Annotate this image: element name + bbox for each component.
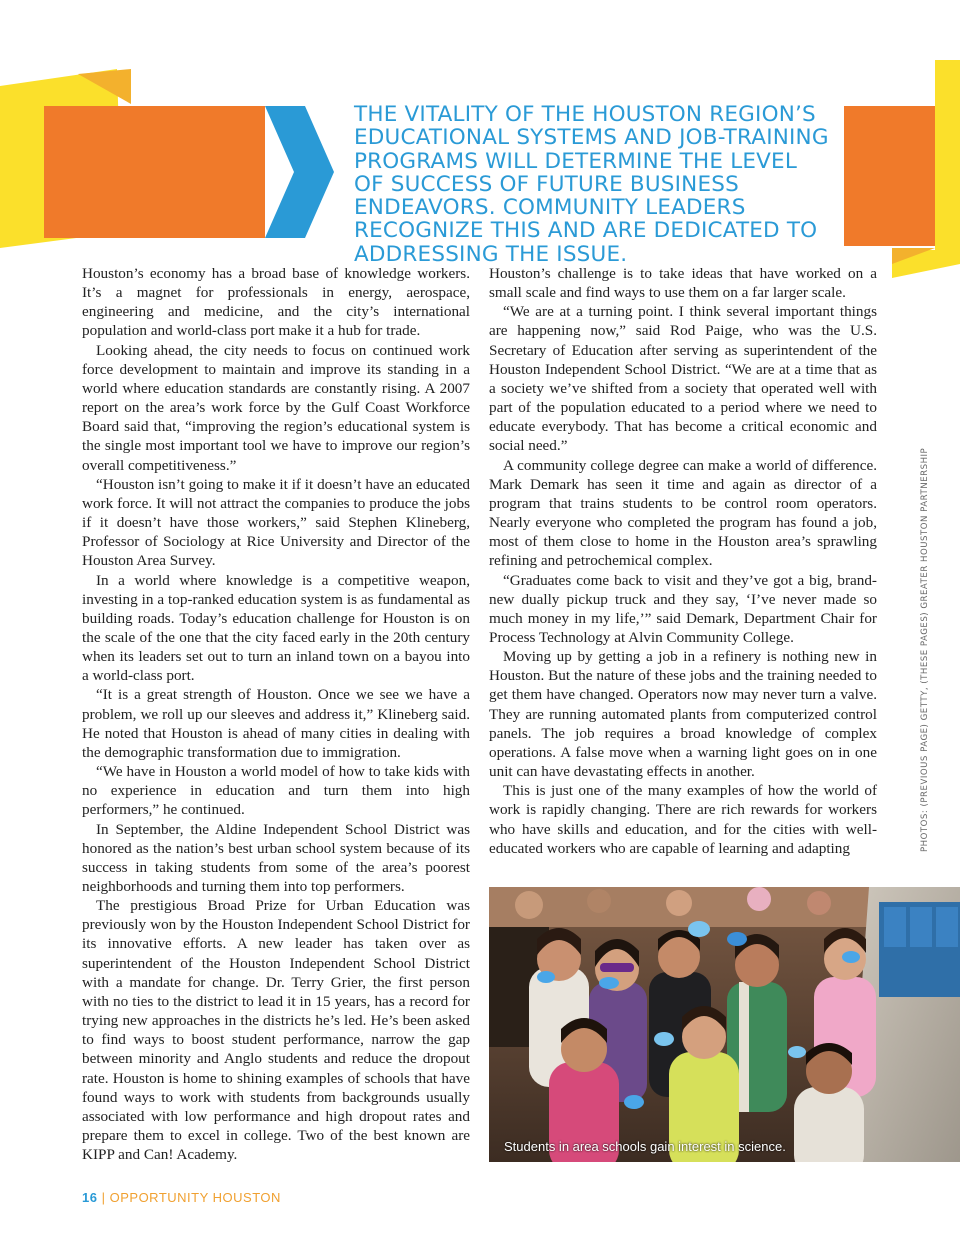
article-paragraph: Houston’s economy has a broad base of knowledge workers. It’s a magnet for professionals in energy, aerospace, engineering and medicine, and the city’s international population and world-class port make it a hub for trade. (82, 265, 470, 340)
article-paragraph: Moving up by getting a job in a refinery is nothing new in Houston. But the nature of these jobs and the training needed to get them have changed. Operators now may never turn a valve. They are running automated plants from computerized control panels. The job requires a broad knowledge of complex operations. A false move when a warning light goes on in one unit can have devastating effects in another. (489, 648, 877, 781)
article-paragraph: In a world where knowledge is a competitive weapon, investing in a top-ranked education system is as fundamental as building roads. Today’s education challenge for Houston is on the scale of the one that the city faced early in the 20th century when its leaders set out to turn an inland town on a bayou into a world-class port. (82, 571, 470, 685)
orange-right-block (844, 106, 935, 246)
article-paragraph: This is just one of the many examples of how the world of work is rapidly changing. There are rich rewards for workers who have skills and education, and for the cities with well-educated workers who are capable of learning and adapting (489, 782, 877, 857)
header-decoration-left (0, 0, 340, 250)
article-paragraph: A community college degree can make a world of difference. Mark Demark has seen it time and again as director of a program that trains students to be control room operators. Nearly everyone who completed the program has found a job, most of them close to home in the Houston area’s sprawling refining and petrochemical complex. (489, 456, 877, 570)
blue-chevron-shape (265, 106, 334, 238)
photo-credit: PHOTOS: (PREVIOUS PAGE) GETTY, (THESE PAGES) GREATER HOUSTON PARTNERSHIP (920, 447, 930, 852)
article-paragraph: “Graduates come back to visit and they’ve got a big, brand-new dually pickup truck and they say, ‘I’ve never made so much money in my life,’” said Demark, Department Chair for Process Technology at Alvin Community College. (489, 571, 877, 646)
article-paragraph: Looking ahead, the city needs to focus on continued work force development to maintain and improve its standing in a world where education standards are constantly rising. A 2007 report on the area’s work force by the Gulf Coast Workforce Board said that, “improving the region’s educational system is the single most important tool we have to improve our region’s overall competitiveness.” (82, 341, 470, 474)
article-paragraph: In September, the Aldine Independent School District was honored as the nation’s best urban school system because of its success in taking students from some of the area’s poorest neighborhoods and turning them into top performers. (82, 820, 470, 895)
article-paragraph: “It is a great strength of Houston. Once we see we have a problem, we roll up our sleeves and address it,” Klineberg said. He noted that Houston is ahead of many cities in dealing with the demographic transformation due to immigration. (82, 686, 470, 761)
page-footer (82, 1190, 281, 1205)
article-paragraph: The prestigious Broad Prize for Urban Education was previously won by the Houston Independent School District for its innovative efforts. A new leader has taken over as superintendent of the Houston Independent School District with a mandate for change. Dr. Terry Grier, the first person with no ties to the district to lead it in 15 years, has a record for trying new approaches in the districts he’s led. He’s been asked to find ways to boost student performance, narrow the gap between minority and Anglo students and reduce the dropout rate. Houston is home to shining examples of schools that have found ways to work with students from backgrounds usually associated with low performance and high dropout rates and prepare them to excel in college. Two of the best known are KIPP and Can! Academy. (82, 897, 470, 1164)
orange-block-shape (44, 106, 265, 238)
pull-quote: THE VITALITY OF THE HOUSTON REGION’S EDUCATIONAL SYSTEMS AND JOB-TRAINING PROGRAMS WILL DETERMINE THE LEVEL OF SUCCESS OF FUTURE BUSINESS ENDEAVORS. COMMUNITY LEADERS RECOGNIZE THIS AND ARE DEDICATED TO ADDRESSING THE ISSUE. (354, 102, 829, 267)
article-paragraph: “Houston isn’t going to make it if it doesn’t have an educated work force. It will not attract the companies to produce the jobs if it doesn’t have those workers,” said Stephen Klineberg, Professor of Sociology at Rice University and Director of the Houston Area Survey. (82, 475, 470, 570)
students-photo-illustration (489, 887, 960, 1162)
publication-name: OPPORTUNITY HOUSTON (109, 1190, 281, 1205)
article-column-right (489, 264, 877, 858)
footer-separator: | (101, 1190, 106, 1205)
header-decoration-right (840, 60, 960, 280)
article-paragraph: “We are at a turning point. I think several important things are happening now,” said Rod Paige, who was the U.S. Secretary of Education after serving as superintendent of the Houston Independent School District. “We are at a time that as a society we’ve shifted from a society that operated well with part of the population educated to a period where we need to educate everybody. That has become a critical economic and social need.” (489, 303, 877, 455)
page-number: 16 (82, 1190, 98, 1205)
article-paragraph: “We have in Houston a world model of how to take kids with no experience in education and turn them into high performers,” he continued. (82, 763, 470, 819)
article-paragraph: Houston’s challenge is to take ideas that have worked on a small scale and find ways to use them on a far larger scale. (489, 265, 877, 302)
photo-caption: Students in area schools gain interest in science. (504, 1139, 786, 1154)
article-column-left (82, 264, 470, 1164)
students-photo (489, 887, 960, 1162)
